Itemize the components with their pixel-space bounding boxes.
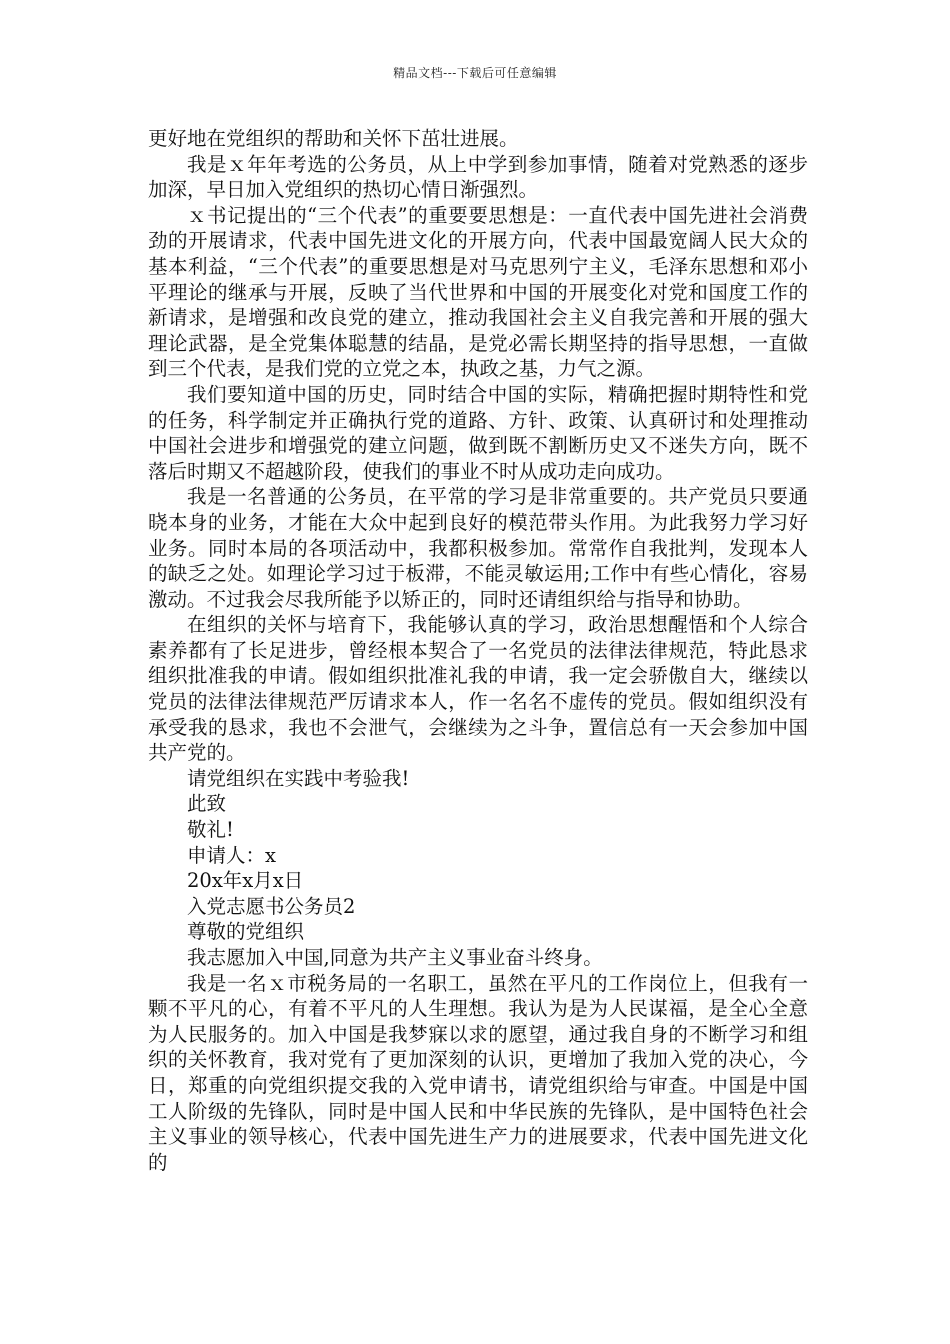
paragraph: 此致 [187, 792, 227, 816]
paragraph: 敬礼! [187, 818, 234, 842]
paragraph: 20x年x月x日 [187, 869, 304, 893]
paragraph: 请党组织在实践中考验我! [187, 766, 410, 790]
paragraph: 申请人：x [187, 843, 276, 867]
paragraph: 我志愿加入中国,同意为共产主义事业奋斗终身。 [187, 946, 603, 969]
paragraph: 入党志愿书公务员2 [187, 894, 356, 918]
paragraph: 我是一名ｘ市税务局的一名职工，虽然在平凡的工作岗位上，但我有一颗不平凡的心，有着不平凡的人生理想。我认为是为人民谋福，是全心全意为人民服务的。加入中国是我梦寐以求的愿望，通过我自身的不断学习和组织的关怀教育，我对党有了更加深刻的认识，更增加了我加入党的决心，今日，郑重的向党组织提交我的入党申请书，请党组织给与审查。中国是中国工人阶级的先锋队，同时是中国人民和中华民族的先锋队，是中国特色社会主义事业的领导核心，代表中国先进生产力的进展要求，代表中国先进文化的 [148, 971, 808, 1174]
paragraph: 我是ｘ年年考选的公务员，从上中学到参加事情，随着对党熟悉的逐步加深，早日加入党组织的热切心情日渐强烈。 [148, 152, 808, 202]
paragraph: 在组织的关怀与培育下，我能够认真的学习，政治思想醒悟和个人综合素养都有了长足进步，曾经根本契合了一名党员的法律法律规范，特此恳求组织批准我的申请。假如组织批准礼我的申请，我一定会骄傲自大，继续以党员的法律法律规范严厉请求本人，作一名名不虚传的党员。假如组织没有承受我的恳求，我也不会泄气，会继续为之斗争，置信总有一天会参加中国共产党的。 [148, 613, 808, 765]
document-body [148, 126, 808, 1175]
paragraph: 我是一名普通的公务员，在平常的学习是非常重要的。共产党员只要通晓本身的业务，才能在大众中起到良好的模范带头作用。为此我努力学习好业务。同时本局的各项活动中，我都积极参加。常常作自我批判，发现本人的缺乏之处。如理论学习过于板滞，不能灵敏运用;工作中有些心情化，容易激动。不过我会尽我所能予以矫正的，同时还请组织给与指导和协助。 [148, 485, 808, 611]
page-header: 精品文档---下载后可任意编辑 [393, 66, 557, 80]
paragraph: 我们要知道中国的历史，同时结合中国的实际，精确把握时期特性和党的任务，科学制定并正确执行党的道路、方针、政策、认真研讨和处理推动中国社会进步和增强党的建立问题，做到既不割断历史又不迷失方向，既不落后时期又不超越阶段，使我们的事业不时从成功走向成功。 [148, 382, 808, 483]
paragraph: 尊敬的党组织 [187, 920, 305, 944]
paragraph: 更好地在党组织的帮助和关怀下茁壮进展。 [148, 127, 519, 150]
paragraph: ｘ书记提出的“三个代表”的重要要思想是：一直代表中国先进社会消费劲的开展请求，代表中国先进文化的开展方向，代表中国最宽阔人民大众的基本利益，“三个代表”的重要思想是对马克思列宁主义，毛泽东思想和邓小平理论的继承与开展，反映了当代世界和中国的开展变化对党和国度工作的新请求，是增强和改良党的建立，推动我国社会主义自我完善和开展的强大理论武器，是全党集体聪慧的结晶，是党必需长期坚持的指导思想，一直做到三个代表，是我们党的立党之本，执政之基，力气之源。 [148, 203, 808, 381]
